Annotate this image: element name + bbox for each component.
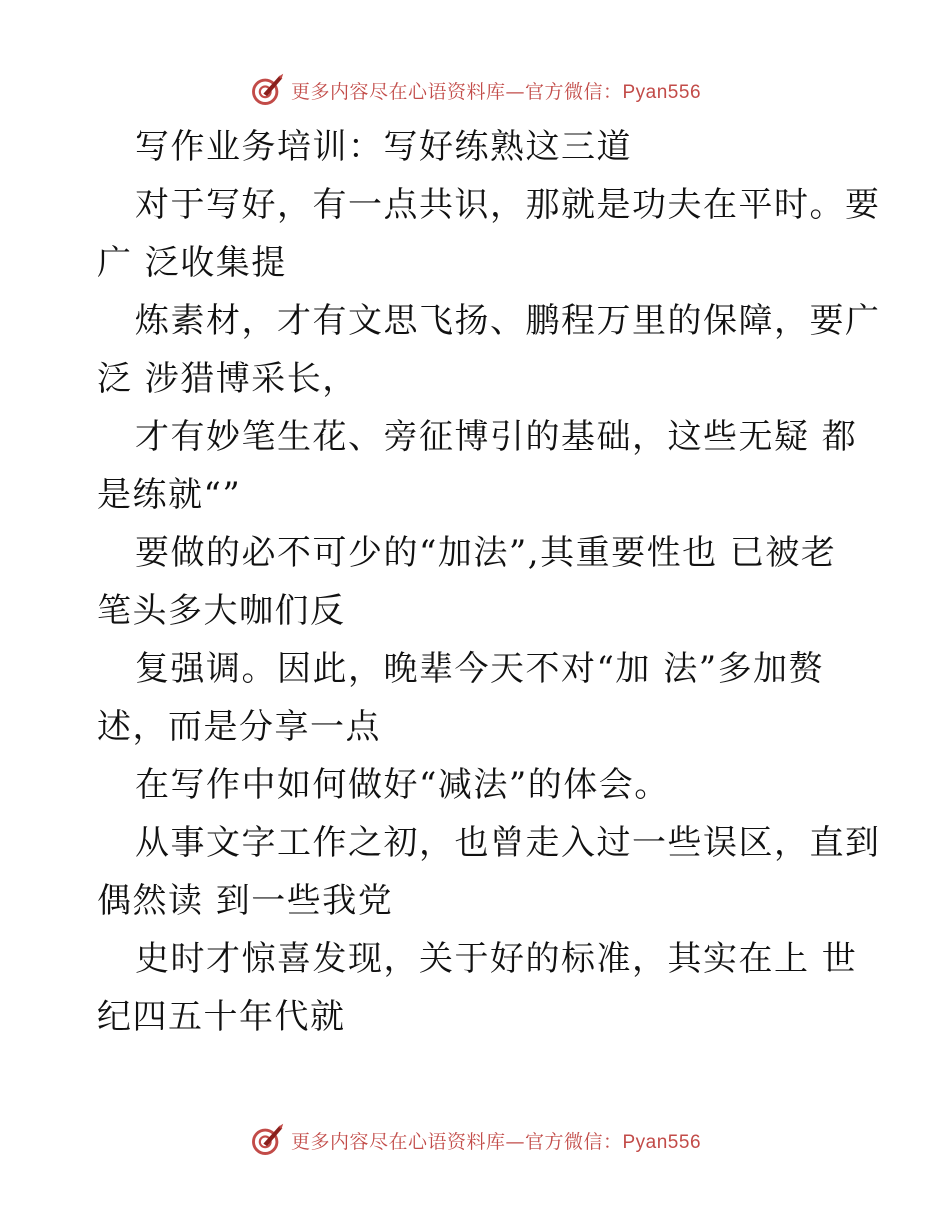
header-banner-text (291, 77, 701, 104)
text-line: 要做的必不可少的“加法”,其重要性也 已被老 (135, 533, 837, 573)
text-line: 偶然读 到一些我党 (97, 881, 394, 921)
text-line: 史时才惊喜发现，关于好的标准，其实在上 世 (135, 939, 858, 979)
text-line: 在写作中如何做好“减法”的体会。 (135, 765, 670, 805)
document-body (97, 118, 881, 1046)
header-banner-separator: — (505, 80, 525, 103)
text-line: 对于写好，有一点共识，那就是功夫在平时。要 (135, 185, 881, 225)
text-line: 广 泛收集提 (97, 243, 287, 283)
text-line: 述，而是分享一点 (97, 707, 381, 747)
quill-logo-icon (249, 1122, 285, 1158)
footer-wechat-id: Pyan556 (622, 1131, 702, 1153)
header-wechat-id: Pyan556 (622, 81, 702, 103)
text-line: 才有妙笔生花、旁征博引的基础，这些无疑 都 (135, 417, 858, 457)
header-banner-content (249, 72, 701, 108)
text-line: 是练就“” (97, 475, 242, 515)
text-line: 复强调。因此，晚辈今天不对“加 法”多加赘 (135, 649, 825, 689)
footer-banner-content (249, 1122, 701, 1158)
footer-wechat-label: 官方微信： (524, 1130, 623, 1153)
text-line: 从事文字工作之初，也曾走入过一些误区，直到 (135, 823, 881, 863)
text-line: 写作业务培训：写好练熟这三道 (135, 127, 632, 167)
header-wechat-label: 官方微信： (524, 80, 623, 103)
footer-banner-text (291, 1127, 701, 1154)
header-banner (0, 70, 950, 110)
footer-banner (0, 1120, 950, 1160)
header-banner-title: 更多内容尽在心语资料库 (290, 80, 506, 103)
text-line: 炼素材，才有文思飞扬、鹏程万里的保障，要广 (135, 301, 881, 341)
text-line: 泛 涉猎博采长， (97, 359, 358, 399)
text-line: 笔头多大咖们反 (97, 591, 346, 631)
footer-banner-separator: — (505, 1130, 525, 1153)
footer-banner-title: 更多内容尽在心语资料库 (290, 1130, 506, 1153)
quill-logo-icon (249, 72, 285, 108)
text-line: 纪四五十年代就 (97, 997, 346, 1037)
